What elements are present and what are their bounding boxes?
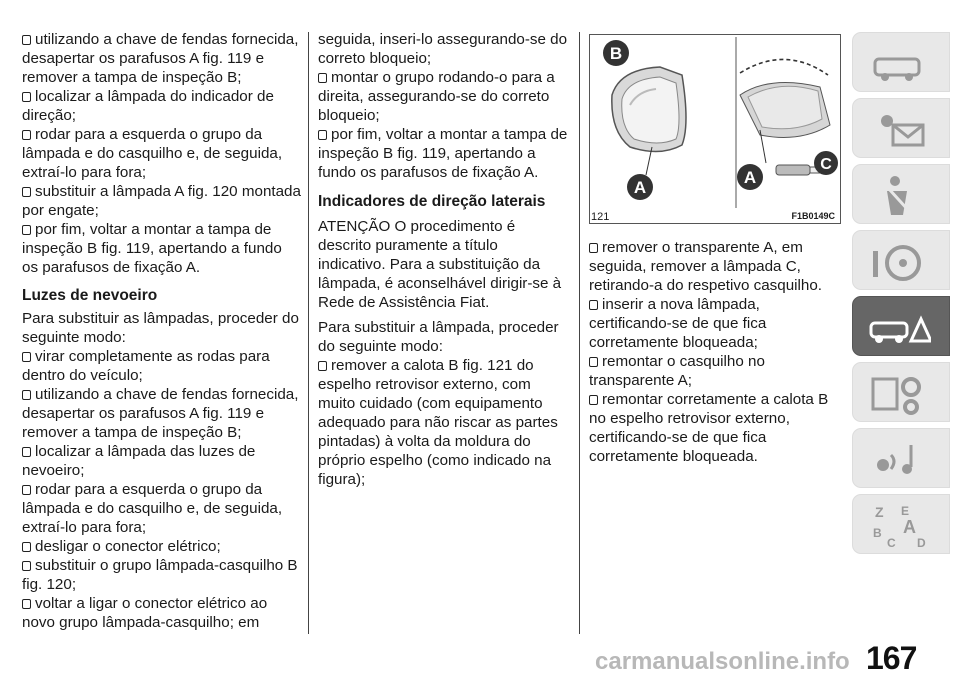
checkbox-bullet-icon [22,92,31,102]
svg-text:C: C [887,536,896,549]
paragraph: Para substituir a lâmpada, proceder do seguinte modo: [318,319,559,355]
paragraph: seguida, inseri-lo assegurando-se do correto bloqueio; [318,31,568,67]
warning-lights-icon [867,105,931,153]
list-item-text: voltar a ligar o conector elétrico ao novo grupo lâmpada-casquilho; em [22,595,268,631]
checkbox-bullet-icon [22,187,31,197]
list-item-text: remover a calota B fig. 121 do espelho retrovisor externo, com muito cuidado (com equipamento adequado para não riscar as partes pintadas) à volta da moldura do próprio espelho (como indicado na figura); [318,357,558,488]
list-item [22,594,302,632]
list-item [589,238,839,295]
svg-text:Z: Z [875,504,884,520]
emergency-car-icon [867,303,931,351]
list-item [22,30,302,87]
checkbox-bullet-icon [589,243,598,253]
section-heading: Indicadores de direção laterais [318,193,546,210]
checkbox-bullet-icon [318,130,327,140]
bullet-list [318,356,568,489]
checkbox-bullet-icon [22,130,31,140]
list-item-text: remover o transparente A, em seguida, remover a lâmpada C, retirando-a do respetivo casquilho. [589,239,823,294]
column-divider [579,32,580,634]
mirror-illustration [590,35,840,210]
column-divider [308,32,309,634]
column-2 [318,30,568,489]
svg-text:C: C [820,156,832,173]
tab-multimedia[interactable] [852,428,950,488]
tab-seatbelt-safety[interactable] [852,164,950,224]
list-item-text: substituir a lâmpada A fig. 120 montada por engate; [22,183,301,219]
bullet-list [589,238,839,466]
callout-C [814,151,838,175]
svg-text:B: B [609,44,623,63]
index-letters-icon [867,501,931,549]
svg-text:E: E [901,504,910,518]
list-item [22,347,302,385]
bullet-list [22,347,302,632]
checkbox-bullet-icon [589,357,598,367]
list-item [22,87,302,125]
paragraph: Para substituir as lâmpadas, proceder do seguinte modo: [22,310,299,346]
list-item-text: utilizando a chave de fendas fornecida, desapertar os parafusos A fig. 119 e remover a tampa de inspeção B; [22,31,299,86]
list-item-text: inserir a nova lâmpada, certificando-se de que fica corretamente bloqueada; [589,296,767,351]
tab-car-dashboard[interactable] [852,32,950,92]
checkbox-bullet-icon [22,542,31,552]
list-item [22,442,302,480]
list-item [589,390,839,466]
multimedia-icon [867,435,931,483]
column-1 [22,30,302,632]
svg-text:B: B [873,526,882,540]
list-item [318,125,568,182]
list-item-text: localizar a lâmpada do indicador de direção; [22,88,274,124]
checkbox-bullet-icon [589,300,598,310]
list-item-text: desligar o conector elétrico; [35,538,221,555]
callout-A-right [737,164,763,190]
checkbox-bullet-icon [22,599,31,609]
list-item [22,125,302,182]
warning-paragraph: ATENÇÃO O procedimento é descrito puramente a título indicativo. Para a substituição da lâmpada, é aconselhável dirigir-se à Rede de Assistência Fiat. [318,218,562,311]
tab-warning-lights[interactable] [852,98,950,158]
bullet-list [318,68,568,182]
list-item-text: por fim, voltar a montar a tampa de inspeção B fig. 119, apertando a fundo os parafusos de fixação A. [318,126,568,181]
checkbox-bullet-icon [318,73,327,83]
list-item [589,295,839,352]
svg-text:A: A [743,168,757,187]
checkbox-bullet-icon [22,561,31,571]
list-item-text: localizar a lâmpada das luzes de nevoeiro; [22,443,256,479]
list-item-text: montar o grupo rodando-o para a direita, assegurando-se do correto bloqueio; [318,69,555,124]
list-item [318,68,568,125]
list-item-text: rodar para a esquerda o grupo da lâmpada e do casquilho e, de seguida, extraí-lo para fora; [22,481,283,536]
column-3 [589,238,839,466]
mirror-drawing [612,67,686,152]
list-item [22,556,302,594]
tab-emergency-car[interactable] [852,296,950,356]
car-dashboard-icon [867,39,931,87]
figure-number: 121 [591,211,610,223]
list-item [22,537,302,556]
checkbox-bullet-icon [22,390,31,400]
list-item-text: virar completamente as rodas para dentro do veículo; [22,348,270,384]
callout-A-left [627,174,653,200]
list-item [22,385,302,442]
callout-B [603,40,629,66]
list-item-text: remontar o casquilho no transparente A; [589,353,765,389]
tab-steering-wheel[interactable] [852,230,950,290]
checkbox-bullet-icon [22,225,31,235]
list-item [589,352,839,390]
steering-wheel-icon [867,237,931,285]
figure-code: F1B0149C [791,211,835,221]
checkbox-bullet-icon [22,447,31,457]
tab-maintenance-gears[interactable] [852,362,950,422]
list-item-text: substituir o grupo lâmpada-casquilho B fig. 120; [22,557,298,593]
maintenance-gears-icon [867,369,931,417]
figure-121 [589,34,841,224]
page-number: 167 [866,640,917,676]
svg-text:D: D [917,536,926,549]
list-item [22,182,302,220]
list-item [318,356,568,489]
checkbox-bullet-icon [589,395,598,405]
watermark: carmanualsonline.info [595,648,850,675]
tab-index-letters[interactable] [852,494,950,554]
list-item-text: remontar corretamente a calota B no espelho retrovisor externo, certificando-se de que fica corretamente bloqueada. [589,391,829,465]
list-item-text: utilizando a chave de fendas fornecida, desapertar os parafusos A fig. 119 e remover a tampa de inspeção B; [22,386,299,441]
bullet-list [22,30,302,277]
checkbox-bullet-icon [22,485,31,495]
checkbox-bullet-icon [22,35,31,45]
list-item-text: por fim, voltar a montar a tampa de inspeção B fig. 119, apertando a fundo os parafusos de fixação A. [22,221,282,276]
list-item-text: rodar para a esquerda o grupo da lâmpada e do casquilho e, de seguida, extraí-lo para fora; [22,126,283,181]
seatbelt-safety-icon [867,171,931,219]
list-item [22,220,302,277]
svg-text:A: A [903,517,916,537]
section-heading: Luzes de nevoeiro [22,287,158,304]
checkbox-bullet-icon [318,361,327,371]
checkbox-bullet-icon [22,352,31,362]
list-item [22,480,302,537]
svg-text:A: A [633,178,647,197]
